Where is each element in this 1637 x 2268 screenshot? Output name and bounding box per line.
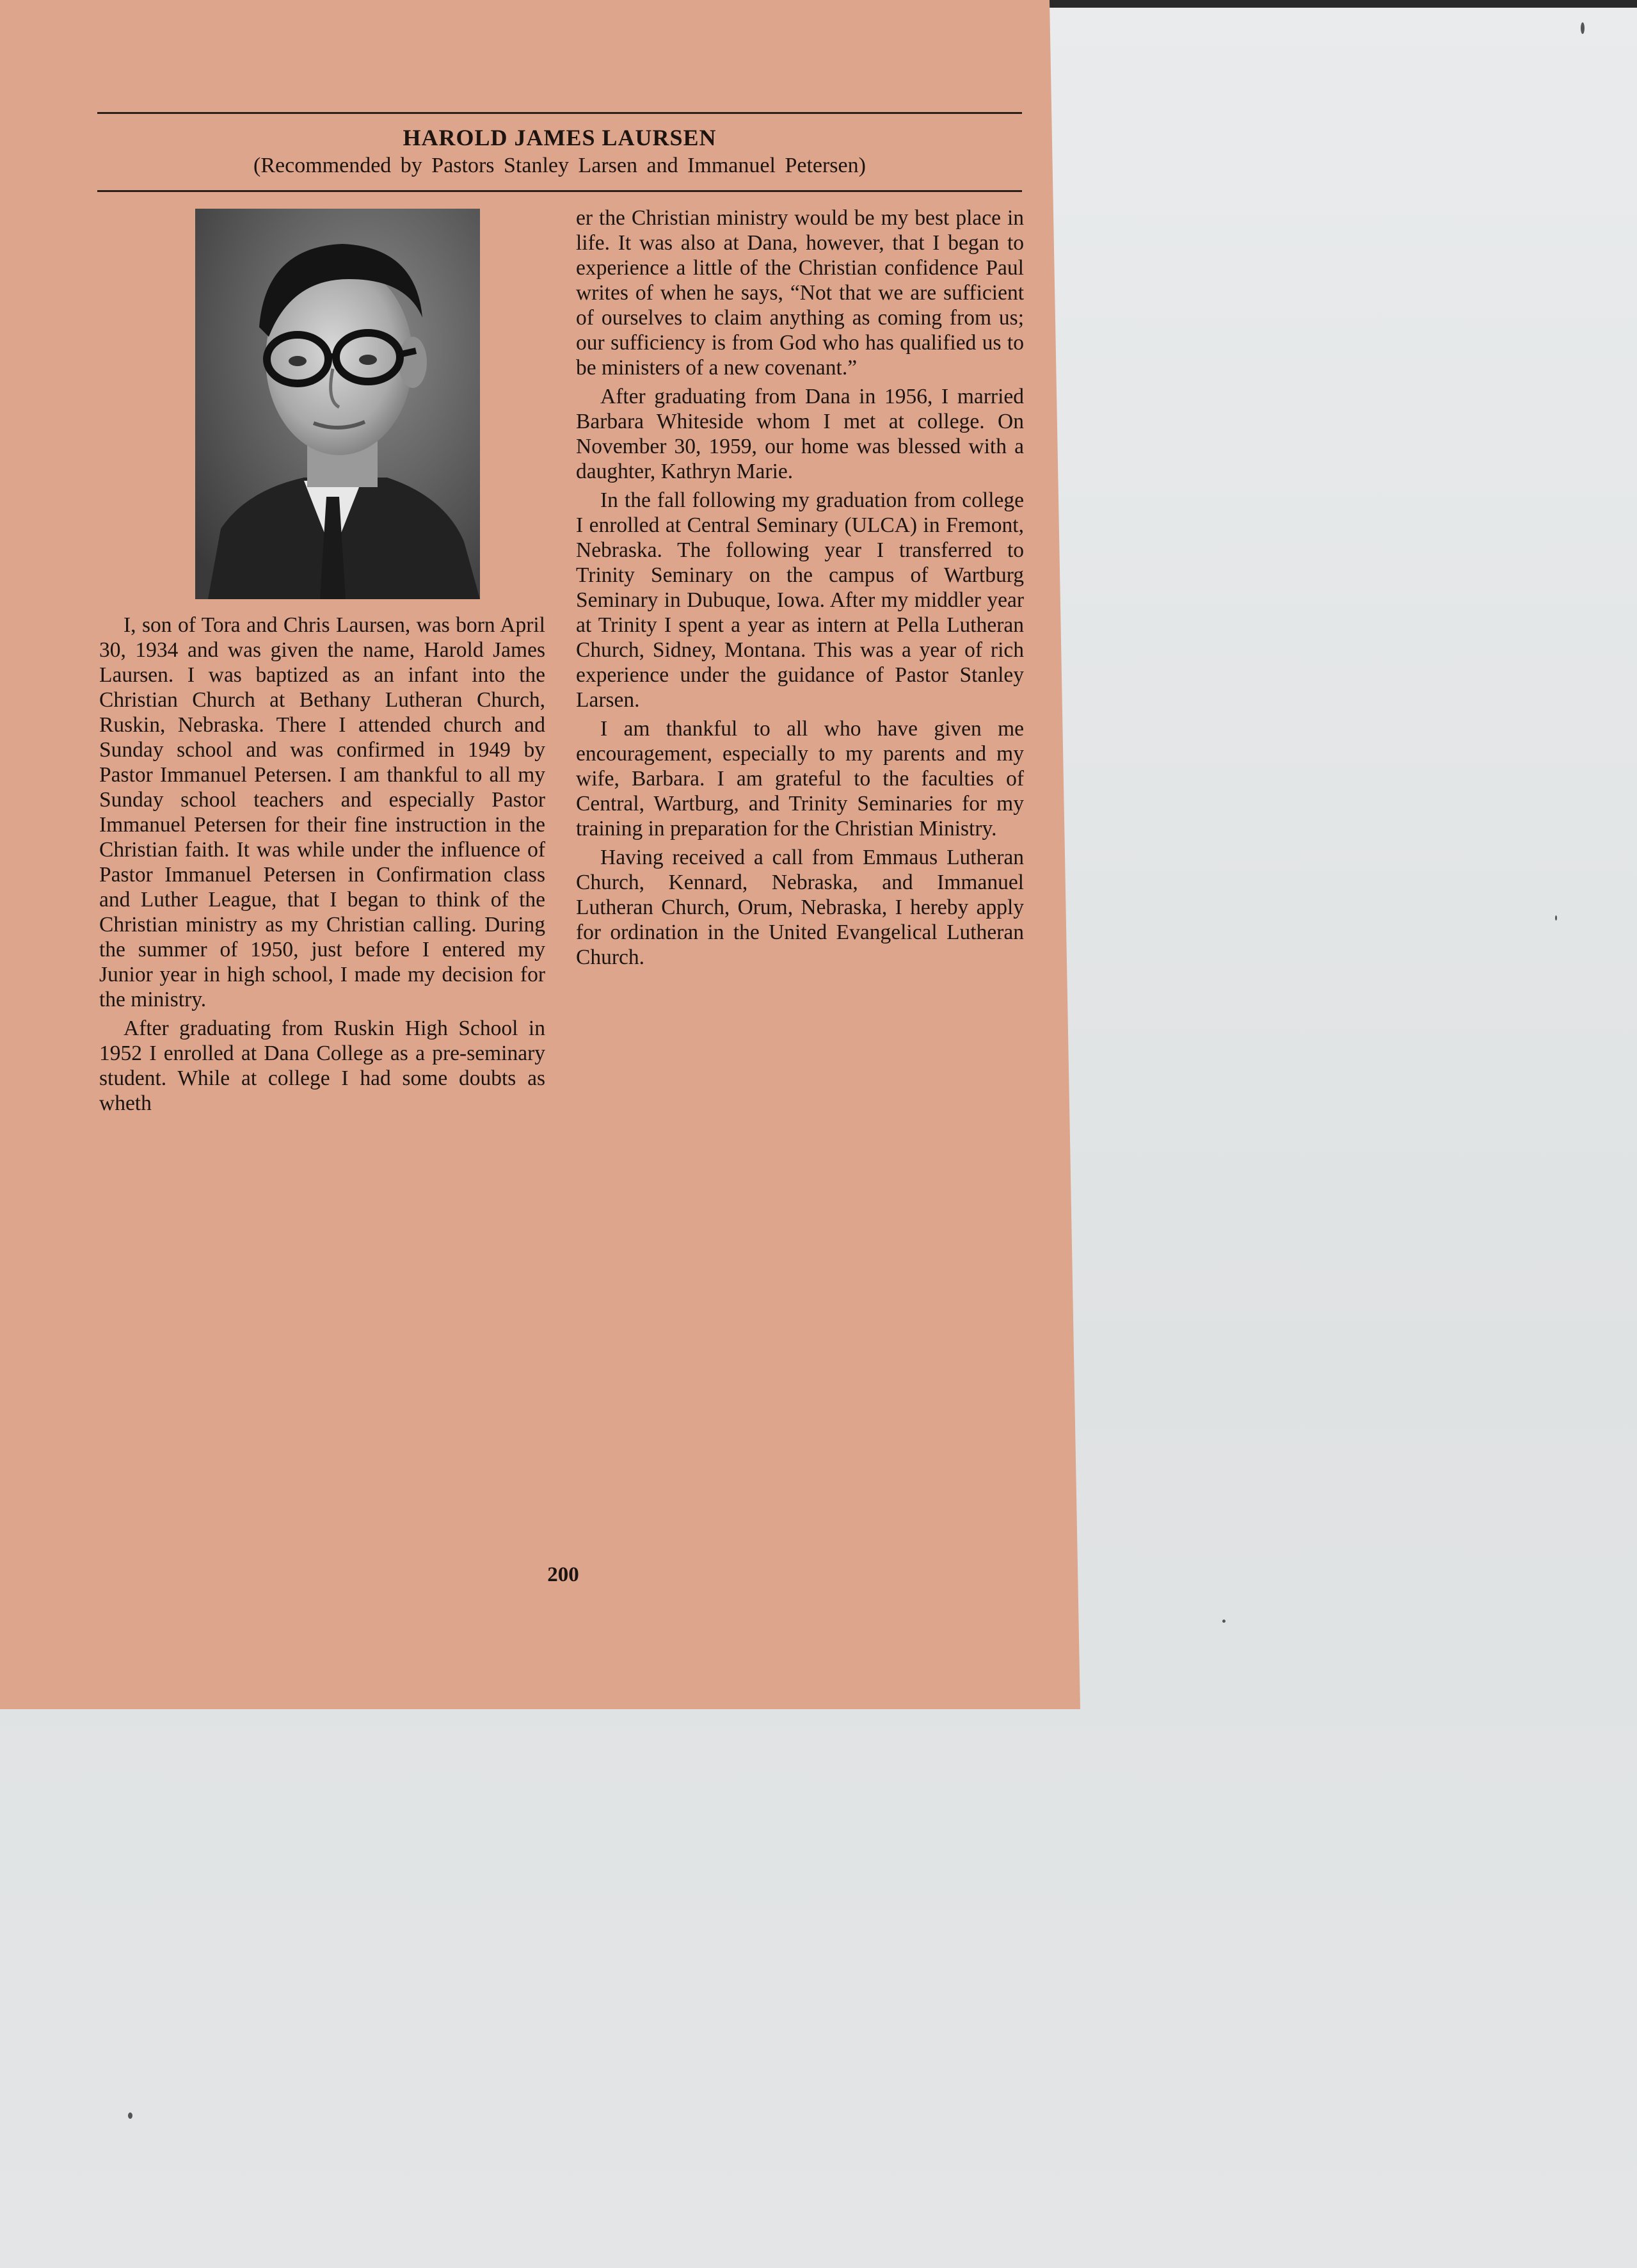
portrait-photo (195, 209, 480, 599)
dust-speck (1555, 915, 1557, 921)
biography-paragraph: er the Christian ministry would be my best place in life. It was also at Dana, however, that I began to experience a little of the Christian confidence Paul writes of when he says, “Not that we are sufficient of ourselves to claim anything as coming from us; our sufficiency is from God who has qualified us to be ministers of a new covenant.” (576, 206, 1024, 380)
biography-paragraph: After graduating from Ruskin High School in 1952 I enrolled at Dana College as a pre-seminary student. While at college I had some doubts as wheth (99, 1017, 545, 1115)
dust-speck (1222, 1620, 1226, 1623)
right-text-column (576, 205, 1024, 974)
dust-speck (128, 2112, 132, 2119)
biography-paragraph: In the fall following my graduation from college I enrolled at Central Seminary (ULCA) in Fremont, Nebraska. The following year I transferred to Trinity Seminary on the campus of Wartburg Seminary in Dubuque, Iowa. After my middler year at Trinity I spent a year as intern at Pella Lutheran Church, Sidney, Montana. This was a year of rich experience under the guidance of Pastor Stanley Larsen. (576, 488, 1024, 712)
scanner-edge-strip (1050, 0, 1637, 8)
header-top-rule (97, 112, 1022, 114)
dust-speck (1581, 22, 1585, 34)
recommended-by-line: (Recommended by Pastors Stanley Larsen and Immanuel Petersen) (253, 154, 866, 177)
header-bottom-rule (97, 190, 1022, 192)
left-text-column (99, 613, 545, 1120)
portrait-illustration (195, 209, 480, 599)
biography-paragraph: After graduating from Dana in 1956, I married Barbara Whiteside whom I met at college. On November 30, 1959, our home was blessed with a daughter, Kathryn Marie. (576, 385, 1024, 483)
biography-paragraph: Having received a call from Emmaus Lutheran Church, Kennard, Nebraska, and Immanuel Lutheran Church, Orum, Nebraska, I hereby apply for ordination in the United Evangelical Lutheran Church. (576, 846, 1024, 969)
article-heading (97, 124, 1022, 180)
biography-paragraph: I, son of Tora and Chris Laursen, was born April 30, 1934 and was given the name, Harold James Laursen. I was baptized as an infant into the Christian Church at Bethany Lutheran Church, Ruskin, Nebraska. There I attended church and Sunday school and was confirmed in 1949 by Pastor Immanuel Petersen. I am thankful to all my Sunday school teachers and especially Pastor Immanuel Petersen for their fine instruction in the Christian faith. It was while under the influence of Pastor Immanuel Petersen in Confirmation class and Luther League, that I began to think of the Christian ministry as my Christian calling. During the summer of 1950, just before I entered my Junior year in high school, I made my decision for the ministry. (99, 613, 545, 1011)
page-number: 200 (547, 1563, 579, 1586)
biography-paragraph: I am thankful to all who have given me encouragement, especially to my parents and my wife, Barbara. I am grateful to the faculties of Central, Wartburg, and Trinity Seminaries for my training in preparation for the Christian Ministry. (576, 717, 1024, 840)
person-name: HAROLD JAMES LAURSEN (403, 125, 717, 150)
